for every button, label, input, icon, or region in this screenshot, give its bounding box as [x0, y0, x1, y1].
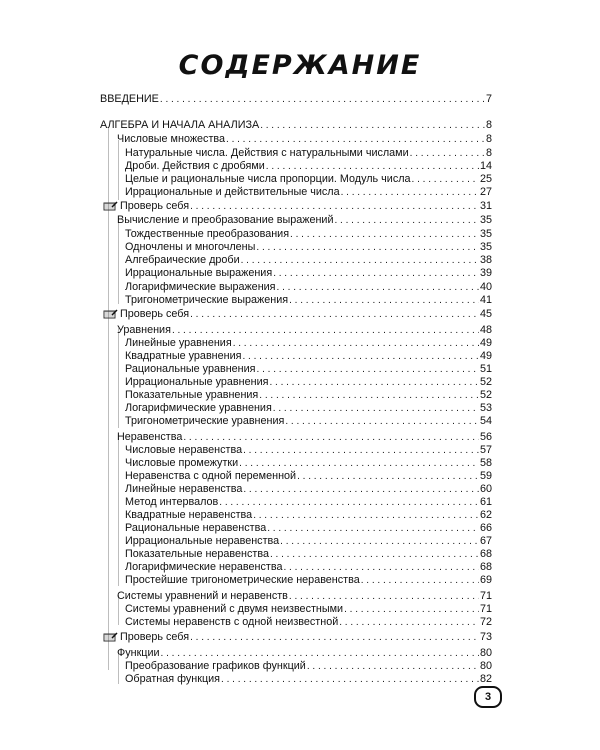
toc-entry-check-yourself[interactable]: [103, 199, 492, 214]
toc-entry-label: АЛГЕБРА И НАЧАЛА АНАЛИЗА: [100, 119, 260, 131]
toc-entry-label: Иррациональные и действительные числа: [125, 186, 340, 198]
toc-entry-page: 73: [479, 631, 492, 643]
toc-entry-label: Квадратные неравенства: [125, 509, 253, 521]
toc-entry[interactable]: [125, 615, 492, 630]
toc-entry-page: 54: [479, 415, 492, 427]
toc-entry-page: 38: [479, 254, 492, 266]
toc-entry-label: Показательные неравенства: [125, 548, 269, 560]
leader-dots: [160, 92, 485, 107]
toc-entry-page: 35: [479, 228, 492, 240]
page-title: СОДЕРЖАНИЕ: [178, 50, 422, 81]
toc-entry-page: 31: [479, 200, 492, 212]
toc-entry-label: Квадратные уравнения: [125, 350, 242, 362]
notebook-check-icon: [103, 309, 118, 319]
toc-entry-label: Системы уравнений и неравенств: [117, 590, 288, 602]
toc-entry-label: Числовые промежутки: [125, 457, 239, 469]
toc-entry[interactable]: [100, 92, 492, 107]
notebook-check-icon: [103, 632, 118, 642]
toc-entry[interactable]: [125, 293, 492, 308]
toc-entry-page: 39: [479, 267, 492, 279]
toc-entry-label: Тригонометрические уравнения: [125, 415, 285, 427]
toc-entry-page: 68: [479, 548, 492, 560]
toc-entry-label: Числовые множества: [117, 133, 226, 145]
toc-entry-page: 56: [479, 431, 492, 443]
toc-entry-label: Функции: [117, 647, 160, 659]
toc-entry-label: Простейшие тригонометрические неравенства: [125, 574, 360, 586]
leader-dots: [190, 199, 479, 214]
toc-entry-page: 25: [479, 173, 492, 185]
toc-entry[interactable]: [125, 266, 492, 281]
leader-dots: [221, 672, 479, 687]
toc-entry-page: 68: [479, 561, 492, 573]
toc-entry-label: Иррациональные неравенства: [125, 535, 280, 547]
toc-entry-page: 66: [479, 522, 492, 534]
toc-entry-page: 82: [479, 673, 492, 685]
page-number-badge: [474, 686, 502, 708]
leader-dots: [260, 118, 485, 133]
toc-entry-label: ВВЕДЕНИЕ: [100, 93, 159, 105]
toc-entry-page: 69: [479, 574, 492, 586]
toc-entry-label: Проверь себя: [120, 308, 190, 320]
toc-entry-page: 27: [479, 186, 492, 198]
toc-entry-label: Системы неравенств с одной неизвестной: [125, 616, 339, 628]
toc-entry-label: Дроби. Действия с дробями: [125, 160, 265, 172]
toc-entry-label: Системы уравнений с двумя неизвестными: [125, 603, 344, 615]
toc-entry-page: 8: [485, 119, 492, 131]
toc-entry-page: 49: [479, 337, 492, 349]
toc-entry-page: 80: [479, 660, 492, 672]
toc-entry-page: 7: [485, 93, 492, 105]
toc-entry-page: 40: [479, 281, 492, 293]
toc-entry-page: 45: [479, 308, 492, 320]
toc-entry-page: 35: [479, 241, 492, 253]
toc-entry-page: 49: [479, 350, 492, 362]
toc-entry-label: Одночлены и многочлены: [125, 241, 256, 253]
toc-entry-label: Рациональные уравнения: [125, 363, 256, 375]
toc-entry[interactable]: [117, 132, 492, 147]
leader-dots: [335, 213, 479, 228]
toc-entry-label: Тождественные преобразования: [125, 228, 290, 240]
toc-entry-page: 8: [485, 133, 492, 145]
toc-entry-check-yourself[interactable]: [103, 307, 492, 322]
toc-entry-label: Вычисление и преобразование выражений: [117, 214, 334, 226]
toc-entry[interactable]: [100, 118, 492, 133]
toc-entry[interactable]: [117, 213, 492, 228]
subsection-guide-line: [118, 438, 119, 586]
toc-entry-page: 59: [479, 470, 492, 482]
leader-dots: [190, 630, 479, 645]
toc-entry-label: Обратная функция: [125, 673, 221, 685]
toc-entry-label: Уравнения: [117, 324, 171, 336]
toc-entry-page: 35: [479, 214, 492, 226]
leader-dots: [285, 414, 479, 429]
leader-dots: [361, 573, 479, 588]
toc-entry-label: Тригонометрические выражения: [125, 294, 289, 306]
toc-entry-label: Иррациональные уравнения: [125, 376, 269, 388]
subsection-guide-line: [118, 218, 119, 304]
toc-entry-page: 61: [479, 496, 492, 508]
leader-dots: [226, 132, 485, 147]
leader-dots: [289, 293, 479, 308]
leader-dots: [339, 615, 479, 630]
toc-entry-label: Метод интервалов: [125, 496, 219, 508]
toc-entry-page: 72: [479, 616, 492, 628]
toc-entry[interactable]: [125, 573, 492, 588]
toc-entry-label: Преобразование графиков функций: [125, 660, 306, 672]
leader-dots: [341, 185, 479, 200]
notebook-check-icon: [103, 201, 118, 211]
toc-entry-page: 52: [479, 376, 492, 388]
toc-entry-page: 51: [479, 363, 492, 375]
toc-entry-label: Логарифмические неравенства: [125, 561, 283, 573]
toc-entry-page: 41: [479, 294, 492, 306]
page-number: 3: [484, 691, 492, 703]
toc-entry-label: Алгебраические дроби: [125, 254, 240, 266]
toc-entry-label: Неравенства с одной переменной: [125, 470, 297, 482]
toc-entry-label: Числовые неравенства: [125, 444, 243, 456]
toc-entry-page: 14: [479, 160, 492, 172]
leader-dots: [190, 307, 479, 322]
toc-entry-label: Натуральные числа. Действия с натуральными числами: [125, 147, 409, 159]
subsection-guide-line: [118, 140, 119, 200]
toc-entry-page: 58: [479, 457, 492, 469]
toc-entry-page: 57: [479, 444, 492, 456]
toc-entry-page: 53: [479, 402, 492, 414]
toc-entry[interactable]: [125, 672, 492, 687]
toc-entry-page: 71: [479, 590, 492, 602]
toc-entry-page: 60: [479, 483, 492, 495]
toc-entry-page: 8: [485, 147, 492, 159]
toc-entry-label: Проверь себя: [120, 631, 190, 643]
toc-entry-label: Логарифмические уравнения: [125, 402, 272, 414]
toc-entry-label: Линейные уравнения: [125, 337, 232, 349]
subsection-guide-line: [118, 328, 119, 428]
toc-entry-page: 80: [479, 647, 492, 659]
leader-dots: [273, 266, 479, 281]
toc-entry-label: Линейные неравенства: [125, 483, 243, 495]
toc-entry-page: 67: [479, 535, 492, 547]
toc-entry-page: 48: [479, 324, 492, 336]
toc-entry-page: 71: [479, 603, 492, 615]
toc-entry-label: Логарифмические выражения: [125, 281, 276, 293]
toc-entry-label: Иррациональные выражения: [125, 267, 273, 279]
toc-entry-label: Показательные уравнения: [125, 389, 259, 401]
toc-entry-page: 62: [479, 509, 492, 521]
toc-entry-label: Проверь себя: [120, 200, 190, 212]
toc-entry-check-yourself[interactable]: [103, 630, 492, 645]
toc-entry[interactable]: [125, 185, 492, 200]
toc-entry-label: Неравенства: [117, 431, 183, 443]
toc-entry-label: Рациональные неравенства: [125, 522, 267, 534]
toc-entry-page: 52: [479, 389, 492, 401]
toc-entry-label: Целые и рациональные числа пропорции. Модуль числа: [125, 173, 411, 185]
toc-entry[interactable]: [125, 414, 492, 429]
